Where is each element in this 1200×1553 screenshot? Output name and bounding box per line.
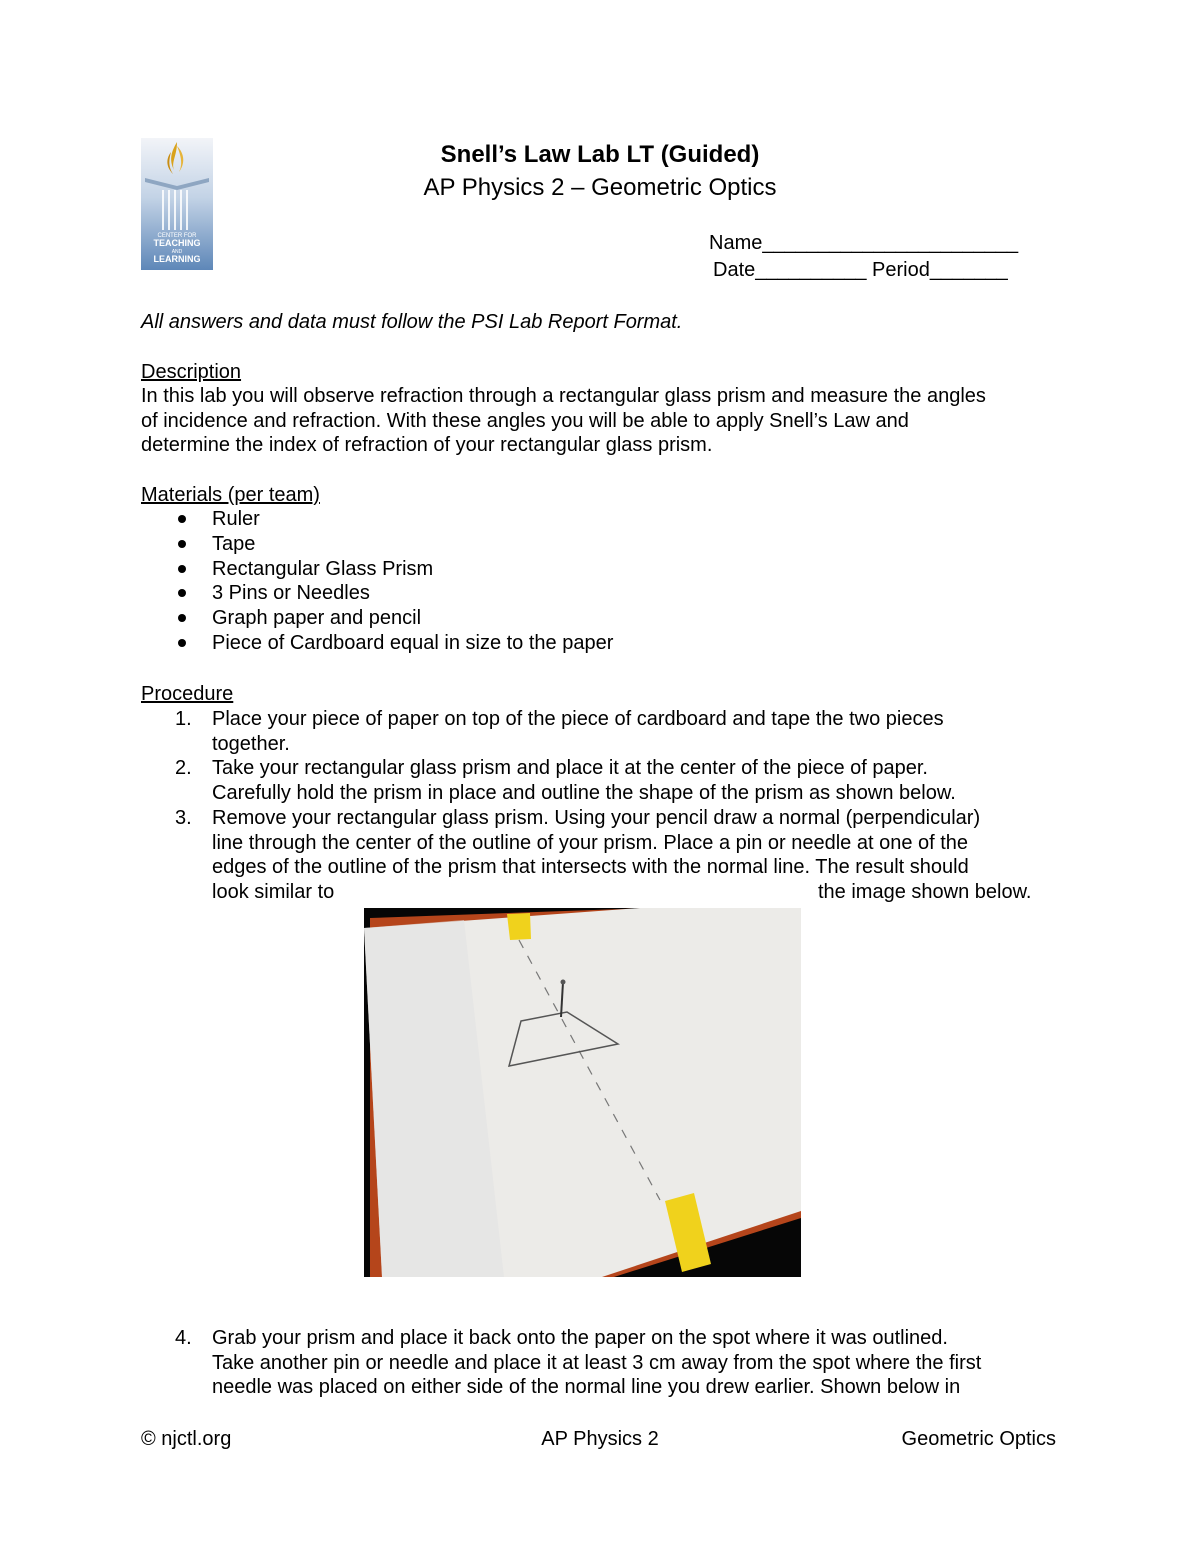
page-subtitle: AP Physics 2 – Geometric Optics [423,174,777,201]
list-item [141,581,613,606]
list-item [141,557,613,582]
step-number: 4. [175,1327,192,1349]
step-line: look similar to [212,880,335,903]
step-line: Take your rectangular glass prism and place it at the center of the piece of paper. [212,757,928,779]
format-note: All answers and data must follow the PSI Lab Report Format. [141,311,683,333]
step-number: 2. [175,757,192,779]
step-number: 3. [175,807,192,829]
bullet-icon [178,515,186,523]
step-line-tail: the image shown below. [818,880,1032,903]
materials-heading: Materials (per team) [141,484,320,506]
bullet-icon [178,540,186,548]
footer-unit: Geometric Optics [901,1428,1056,1450]
list-item [141,507,613,532]
procedure-heading: Procedure [141,683,234,705]
list-item [141,606,613,631]
description-line: determine the index of refraction of your rectangular glass prism. [141,434,713,456]
material-label: 3 Pins or Needles [212,582,370,605]
description-line: of incidence and refraction. With these angles you will be able to apply Snell’s Law and [141,409,909,432]
logo-text-4: LEARNING [153,254,201,264]
step-line: edges of the outline of the prism that intersects with the normal line. The result should [212,856,969,878]
material-label: Tape [212,532,256,555]
description-line: In this lab you will observe refraction through a rectangular glass prism and measure the angles [141,385,986,407]
logo-text-3: AND [171,249,183,255]
logo-text-2: TEACHING [153,238,201,248]
step-line: Place your piece of paper on top of the piece of cardboard and tape the two pieces [212,708,944,730]
material-label: Piece of Cardboard equal in size to the paper [212,631,614,654]
bullet-icon [178,614,186,622]
description-body [141,384,986,458]
page-title: Snell’s Law Lab LT (Guided) [440,141,760,168]
footer-copyright: © njctl.org [141,1428,232,1450]
list-item [141,532,613,557]
bullet-icon [178,589,186,597]
step-line: needle was placed on either side of the normal line you drew earlier. Shown below in [212,1376,961,1398]
step-line: line through the center of the outline of your prism. Place a pin or needle at one of the [212,831,969,854]
list-item [141,631,613,656]
step-line: Take another pin or needle and place it at least 3 cm away from the spot where the first [212,1351,982,1374]
step-number: 1. [175,708,192,730]
step-line: Carefully hold the prism in place and outline the shape of the prism as shown below. [212,781,956,804]
step-line: together. [212,732,290,755]
step-line: Grab your prism and place it back onto the paper on the spot where it was outlined. [212,1327,948,1349]
logo-text-1: CENTER FOR [157,233,197,239]
step-line: Remove your rectangular glass prism. Using your pencil draw a normal (perpendicular) [212,807,981,829]
date-period-field: Date__________ Period_______ [713,259,1008,281]
footer-course: AP Physics 2 [541,1428,659,1450]
material-label: Ruler [212,508,260,530]
materials-list [141,507,613,656]
bullet-icon [178,565,186,573]
material-label: Graph paper and pencil [212,607,422,630]
material-label: Rectangular Glass Prism [212,557,434,580]
description-heading: Description [141,361,242,383]
bullet-icon [178,639,186,647]
name-field: Name_______________________ [709,232,1019,254]
lab-setup-photo [364,908,801,1277]
